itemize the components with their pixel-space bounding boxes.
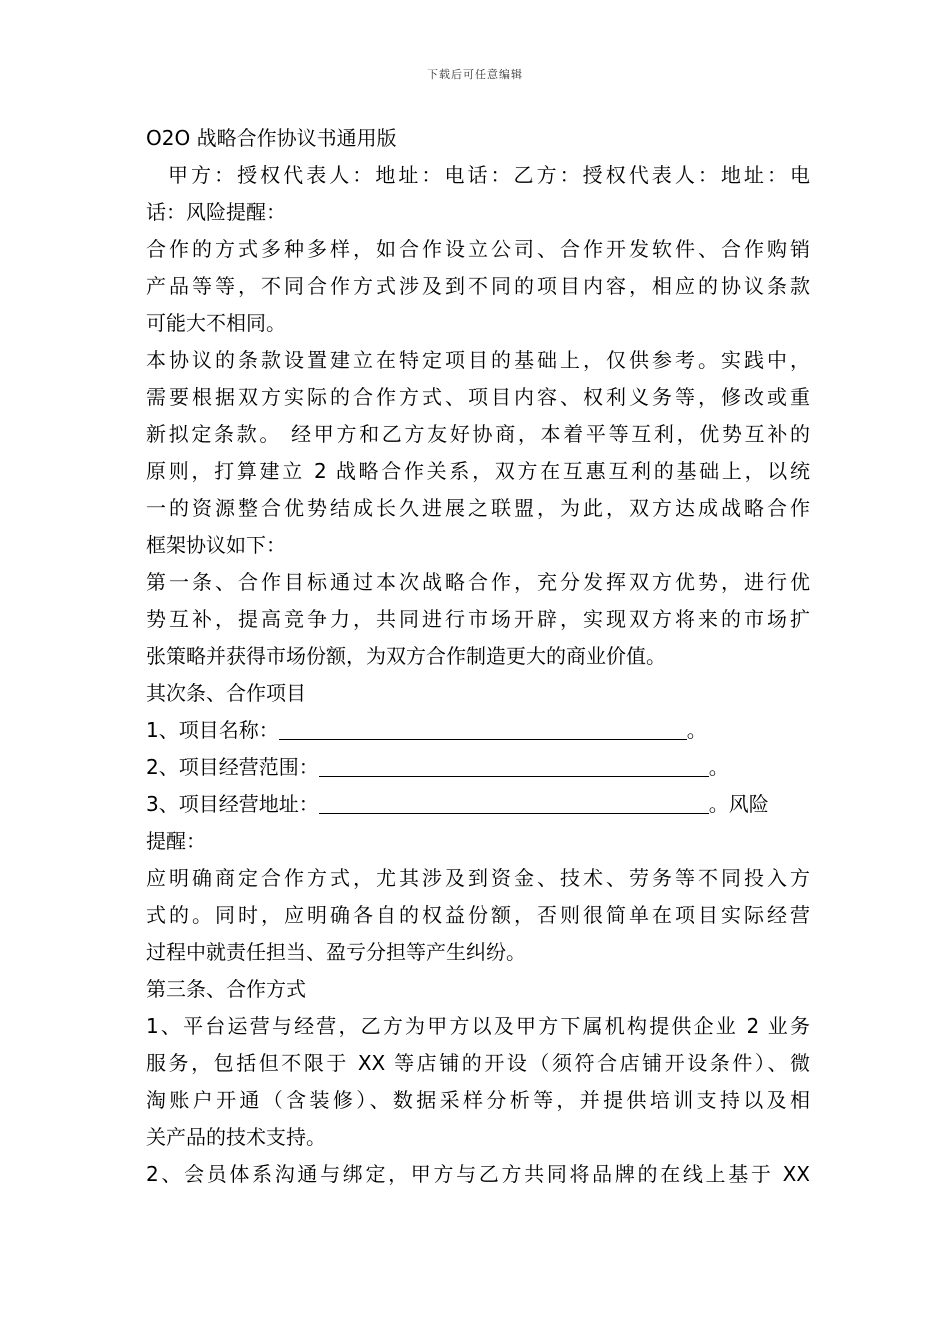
paragraph-line: 关产品的技术支持。 (146, 1125, 326, 1149)
paragraph-line: 可能大不相同。 (146, 311, 286, 335)
project-address-field-line (146, 786, 810, 823)
document-body (146, 120, 810, 1193)
field-label: 3、项目经营地址： (146, 792, 319, 816)
project-name-blank (279, 715, 687, 740)
paragraph-line: 框架协议如下： (146, 533, 286, 557)
paragraph-line: 产品等等，不同合作方式涉及到不同的项目内容，相应的协议条款 (146, 274, 810, 298)
project-scope-field-line (146, 749, 810, 786)
field-label: 1、项目名称： (146, 718, 279, 742)
header-note: 下载后可任意编辑 (427, 68, 523, 81)
paragraph-line: 服务，包括但不限于 XX 等店铺的开设（须符合店铺开设条件）、微 (146, 1051, 810, 1075)
project-name-field-line (146, 712, 810, 749)
paragraph-line: 提醒： (146, 829, 206, 853)
paragraph-line: 势互补，提高竞争力，共同进行市场开辟，实现双方将来的市场扩 (146, 607, 810, 631)
section-heading: 第三条、合作方式 (146, 977, 306, 1001)
paragraph-line: 1、平台运营与经营，乙方为甲方以及甲方下属机构提供企业 2 业务 (146, 1014, 810, 1038)
paragraph-line: 过程中就责任担当、盈亏分担等产生纠纷。 (146, 940, 526, 964)
paragraph-line: 第一条、合作目标通过本次战略合作，充分发挥双方优势，进行优 (146, 570, 810, 594)
paragraph-line: 2、会员体系沟通与绑定，甲方与乙方共同将品牌的在线上基于 XX (146, 1162, 810, 1186)
paragraph-line: 原则，打算建立 2 战略合作关系，双方在互惠互利的基础上，以统 (146, 459, 810, 483)
field-end: 。风险 (708, 792, 769, 816)
project-scope-blank (319, 752, 709, 777)
project-address-blank (319, 789, 709, 814)
paragraph-line: 新拟定条款。 经甲方和乙方友好协商，本着平等互利，优势互补的 (146, 422, 810, 446)
section-heading: 其次条、合作项目 (146, 681, 306, 705)
paragraph-line: 张策略并获得市场份额，为双方合作制造更大的商业价值。 (146, 644, 666, 668)
paragraph-line: 合作的方式多种多样，如合作设立公司、合作开发软件、合作购销 (146, 237, 810, 261)
paragraph-line: 式的。同时，应明确各自的权益份额，否则很简单在项目实际经营 (146, 903, 810, 927)
field-label: 2、项目经营范围： (146, 755, 319, 779)
field-end: 。 (708, 755, 729, 779)
paragraph-line: 应明确商定合作方式，尤其涉及到资金、技术、劳务等不同投入方 (146, 866, 810, 890)
field-end: 。 (686, 718, 707, 742)
paragraph-line: 甲方：授权代表人：地址：电话：乙方：授权代表人：地址：电 (168, 163, 810, 187)
paragraph-line: 淘账户开通（含装修）、数据采样分析等，并提供培训支持以及相 (146, 1088, 810, 1112)
paragraph-line: 一的资源整合优势结成长久进展之联盟，为此，双方达成战略合作 (146, 496, 810, 520)
paragraph-line: 需要根据双方实际的合作方式、项目内容、权利义务等，修改或重 (146, 385, 810, 409)
paragraph-line: 本协议的条款设置建立在特定项目的基础上，仅供参考。实践中， (146, 348, 810, 372)
document-title: O2O 战略合作协议书通用版 (146, 126, 397, 150)
paragraph-line: 话：风险提醒： (146, 200, 286, 224)
